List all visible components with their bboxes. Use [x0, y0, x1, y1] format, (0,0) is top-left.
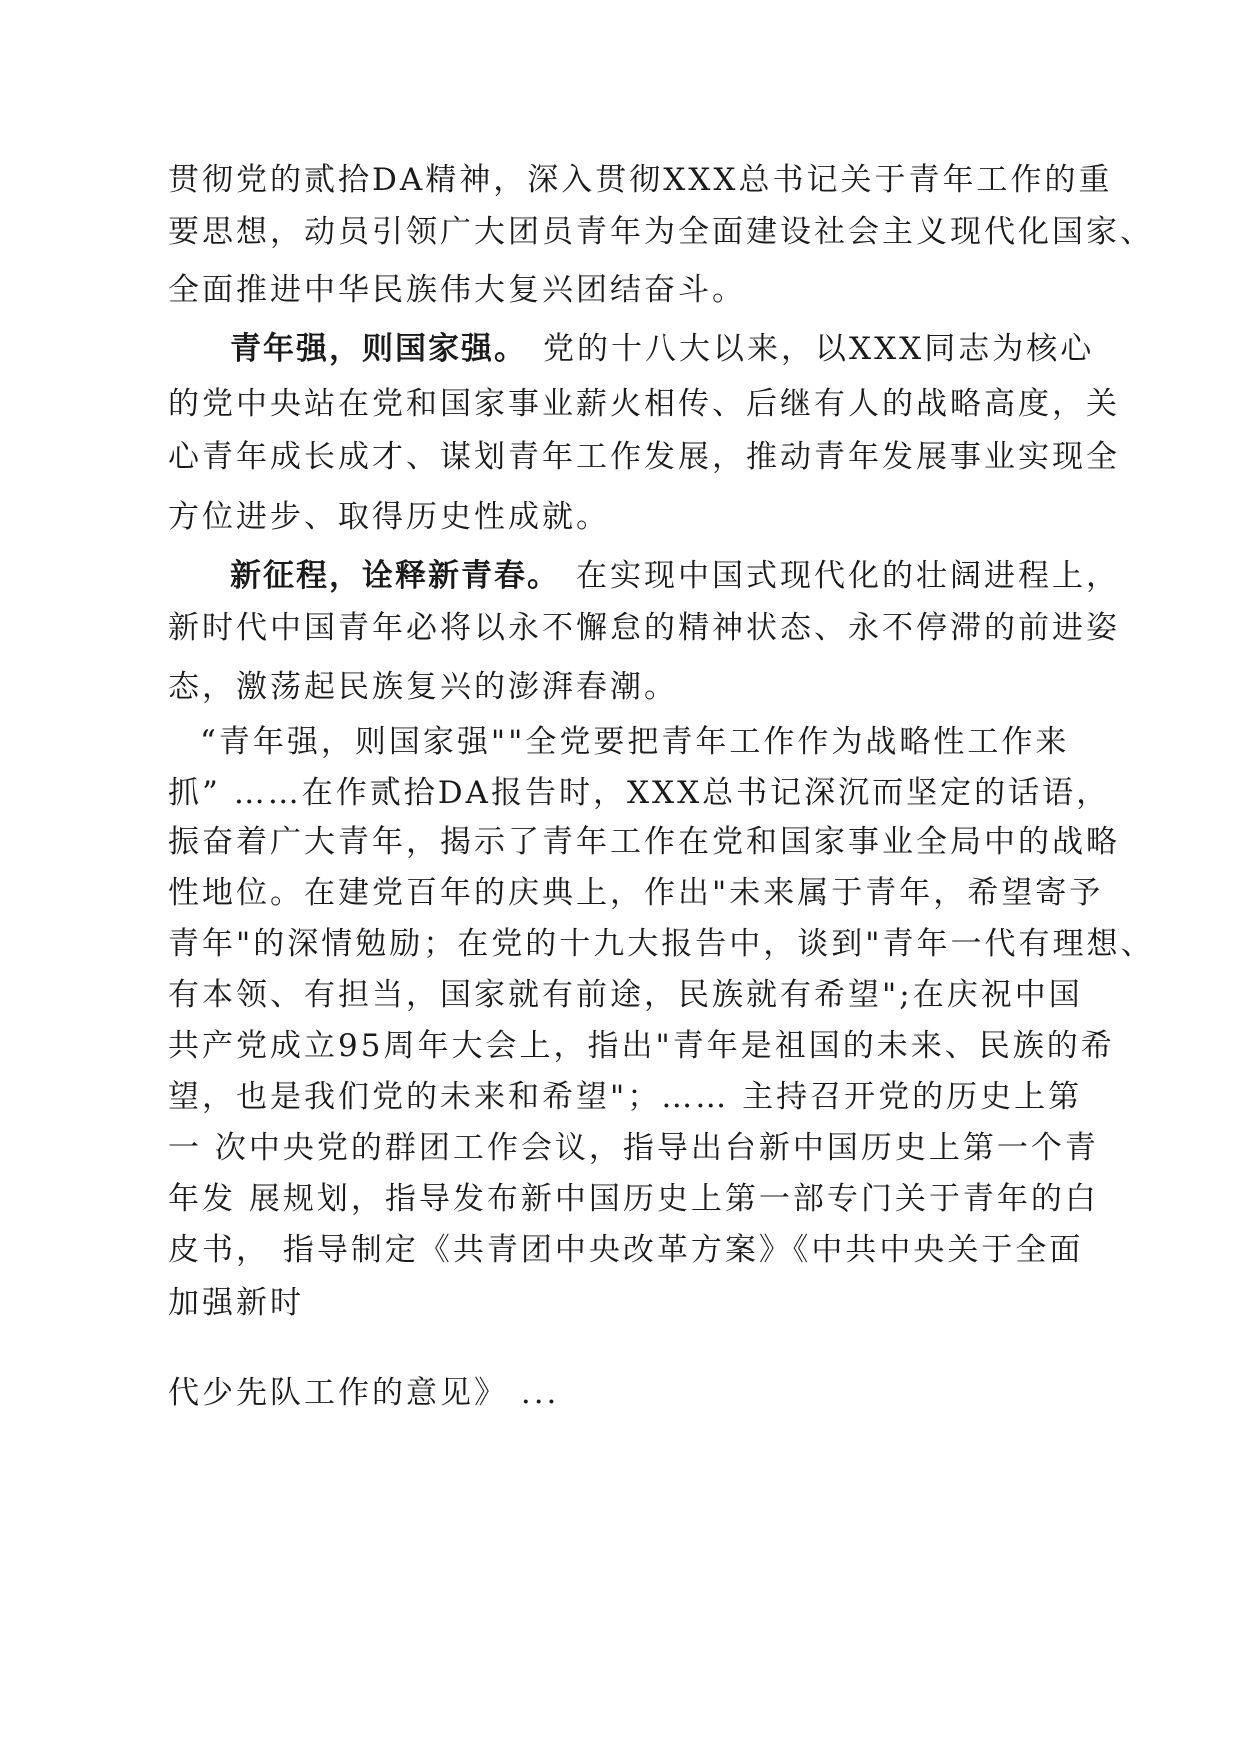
- paragraph-4-line-5: 青年"的深情勉励；在党的十九大报告中，谈到"青年一代有理想、: [168, 926, 1155, 962]
- paragraph-4-line-3: 振奋着广大青年，揭示了青年工作在党和国家事业全局中的战略: [168, 824, 1120, 860]
- paragraph-4-line-2: 抓” ……在作贰拾DA报告时，XXX总书记深沉而坚定的话语，: [168, 775, 1111, 811]
- paragraph-3-line-1-text: 在实现中国式现代化的壮阔进程上，: [576, 558, 1120, 594]
- paragraph-4-line-9: 一 次中央党的群团工作会议，指导出台新中国历史上第一个青: [168, 1130, 1099, 1166]
- paragraph-4-line-10: 年发 展规划，指导发布新中国历史上第一部专门关于青年的白: [168, 1181, 1099, 1217]
- paragraph-3-line-3: 态，激荡起民族复兴的澎湃春潮。: [168, 669, 678, 705]
- paragraph-1-line-1: 贯彻党的贰拾DA精神，深入贯彻XXX总书记关于青年工作的重: [168, 162, 1113, 198]
- paragraph-4-line-7: 共产党成立95周年大会上，指出"青年是祖国的未来、民族的希: [168, 1028, 1115, 1064]
- paragraph-1-line-2: 要思想，动员引领广大团员青年为全面建设社会主义现代化国家、: [168, 214, 1154, 250]
- paragraph-4-line-12: 加强新时: [168, 1285, 304, 1321]
- paragraph-2-line-2: 的党中央站在党和国家事业薪火相传、后继有人的战略高度，关: [168, 386, 1120, 422]
- paragraph-2-heading: 青年强，则国家强。: [230, 331, 527, 367]
- paragraph-4-line-6: 有本领、有担当，国家就有前途，民族就有希望";在庆祝中国: [168, 977, 1083, 1013]
- paragraph-4-line-11: 皮书， 指导制定《共青团中央改革方案》《中共中央关于全面: [168, 1232, 1084, 1268]
- paragraph-2-line-3: 心青年成长成才、谋划青年工作发展，推动青年发展事业实现全: [168, 439, 1120, 475]
- paragraph-4-line-8: 望，也是我们党的未来和希望"；…… 主持召开党的历史上第: [168, 1079, 1083, 1115]
- paragraph-4-line-4: 性地位。在建党百年的庆典上，作出"未来属于青年，希望寄予: [168, 875, 1104, 911]
- paragraph-2-line-1: [168, 329, 1094, 369]
- paragraph-4-line-13: 代少先队工作的意见》 ...: [168, 1375, 560, 1411]
- paragraph-1-line-3: 全面推进中华民族伟大复兴团结奋斗。: [168, 272, 746, 308]
- paragraph-2-line-1-text: 党的十八大以来，以XXX同志为核心: [543, 331, 1095, 367]
- paragraph-3-heading: 新征程，诠释新青春。: [230, 558, 560, 594]
- paragraph-2-line-4: 方位进步、取得历史性成就。: [168, 499, 610, 535]
- paragraph-3-line-1: [168, 556, 1120, 596]
- paragraph-3-line-2: 新时代中国青年必将以永不懈怠的精神状态、永不停滞的前进姿: [168, 610, 1120, 646]
- paragraph-4-line-1: “青年强，则国家强""全党要把青年工作作为战略性工作来: [200, 724, 1070, 760]
